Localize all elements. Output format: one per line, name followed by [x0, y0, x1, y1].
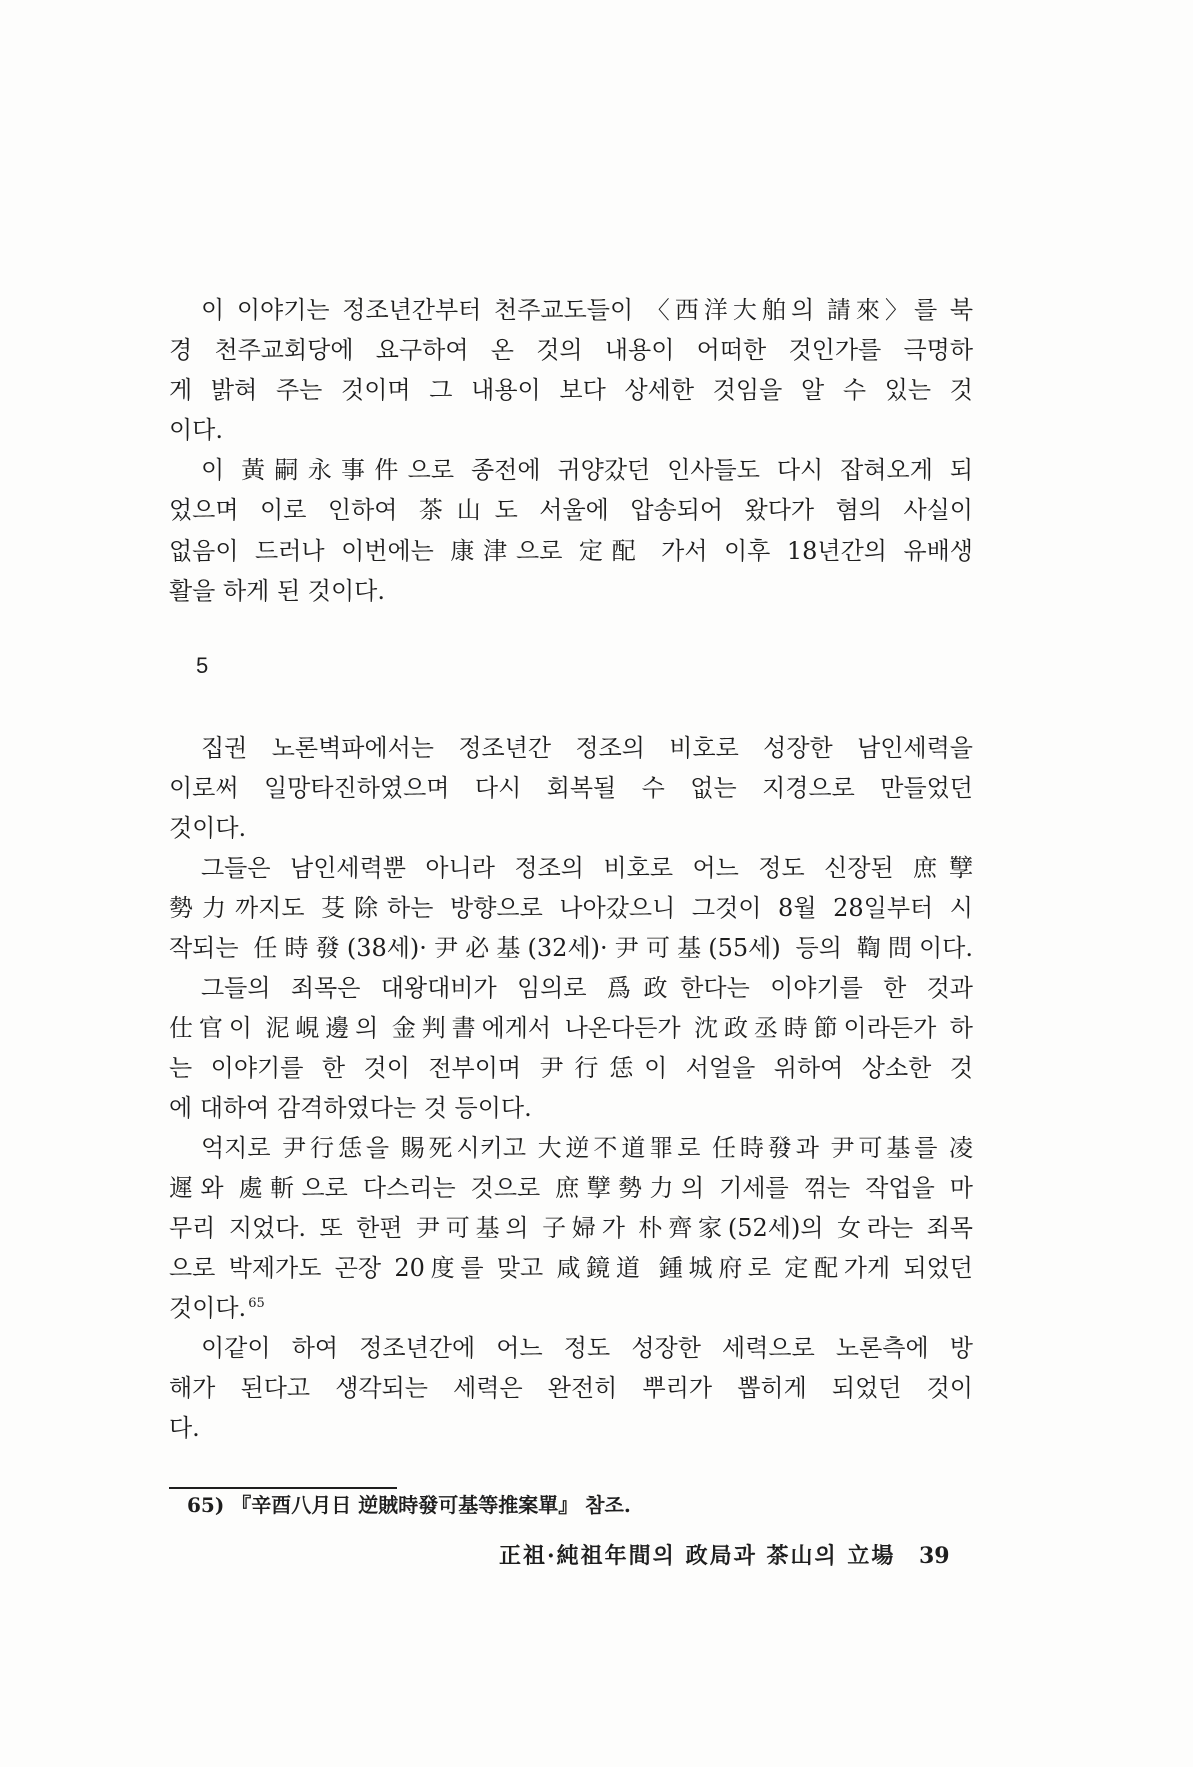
text-line: 이로써 일망타진하였으며 다시 회복될 수 없는 지경으로 만들었던 [169, 774, 973, 802]
text-line: 해가 된다고 생각되는 세력은 완전히 뿌리가 뽑히게 되었던 것이 [169, 1374, 973, 1402]
paragraph [169, 1328, 973, 1448]
text-line: 다. [169, 1414, 200, 1442]
text-line: 그들은 남인세력뿐 아니라 정조의 비호로 어느 정도 신장된 庶孼 [201, 854, 973, 882]
text-line: 무리 지었다. 또 한편 尹可基의 子婦가 朴齊家(52세)의 女라는 죄목 [169, 1214, 973, 1242]
text-line: 었으며 이로 인하여 茶山도 서울에 압송되어 왔다가 혐의 사실이 [169, 496, 973, 525]
text-line: 에 대하여 감격하였다는 것 등이다. [169, 1094, 532, 1122]
text-line: 遲와 處斬으로 다스리는 것으로 庶孼勢力의 기세를 꺾는 작업을 마 [169, 1174, 973, 1202]
section-number: 5 [196, 653, 209, 678]
paragraph [169, 728, 973, 848]
paragraph [169, 290, 973, 450]
running-footer-title: 正祖·純祖年間의 政局과 茶山의 立場 [499, 1543, 896, 1569]
page-number: 39 [919, 1543, 950, 1569]
text-line-content: 것이다. [169, 1294, 247, 1322]
footnote-reference: 65 [248, 1296, 265, 1311]
text-line [169, 1288, 973, 1328]
paragraph [169, 968, 973, 1128]
text-line: 그들의 죄목은 대왕대비가 임의로 爲政한다는 이야기를 한 것과 [201, 974, 973, 1002]
text-line: 게 밝혀 주는 것이며 그 내용이 보다 상세한 것임을 알 수 있는 것 [169, 376, 973, 405]
text-line: 으로 박제가도 곤장 20度를 맞고 咸鏡道 鍾城府로 定配가게 되었던 [169, 1254, 973, 1282]
footnote-rule [169, 1487, 397, 1489]
text-line: 억지로 尹行恁을 賜死시키고 大逆不道罪로 任時發과 尹可基를 凌 [201, 1134, 973, 1162]
text-line: 활을 하게 된 것이다. [169, 576, 385, 605]
text-line: 없음이 드러나 이번에는 康津으로 定配 가서 이후 18년간의 유배생 [169, 536, 973, 565]
text-line: 이 黃嗣永事件으로 종전에 귀양갔던 인사들도 다시 잡혀오게 되 [201, 456, 973, 485]
text-line: 경 천주교회당에 요구하여 온 것의 내용이 어떠한 것인가를 극명하 [169, 336, 973, 365]
text-line: 이 이야기는 정조년간부터 천주교도들이 〈西洋大舶의 請來〉를 북 [201, 296, 973, 324]
footnote: 65) 『辛酉八月日 逆賊時發可基等推案單』 참조. [187, 1493, 631, 1517]
text-block-before-section-5 [169, 290, 973, 611]
text-line: 작되는 任時發(38세)·尹必基(32세)·尹可基(55세) 등의 鞫問이다. [169, 934, 973, 962]
text-line: 것이다. [169, 814, 247, 842]
text-line: 仕官이 泥峴邊의 金判書에게서 나온다든가 沈政丞時節이라든가 하 [169, 1014, 973, 1042]
text-line: 는 이야기를 한 것이 전부이며 尹行恁이 서얼을 위하여 상소한 것 [169, 1054, 973, 1082]
text-line: 이다. [169, 416, 223, 445]
text-line: 집권 노론벽파에서는 정조년간 정조의 비호로 성장한 남인세력을 [201, 734, 973, 762]
text-line: 이같이 하여 정조년간에 어느 정도 성장한 세력으로 노론측에 방 [201, 1334, 973, 1362]
text-line: 勢力까지도 芟除하는 방향으로 나아갔으니 그것이 8월 28일부터 시 [169, 894, 973, 922]
paragraph [169, 450, 973, 610]
paragraph [169, 848, 973, 968]
text-block-section-5 [169, 728, 973, 1448]
paragraph [169, 1128, 973, 1328]
